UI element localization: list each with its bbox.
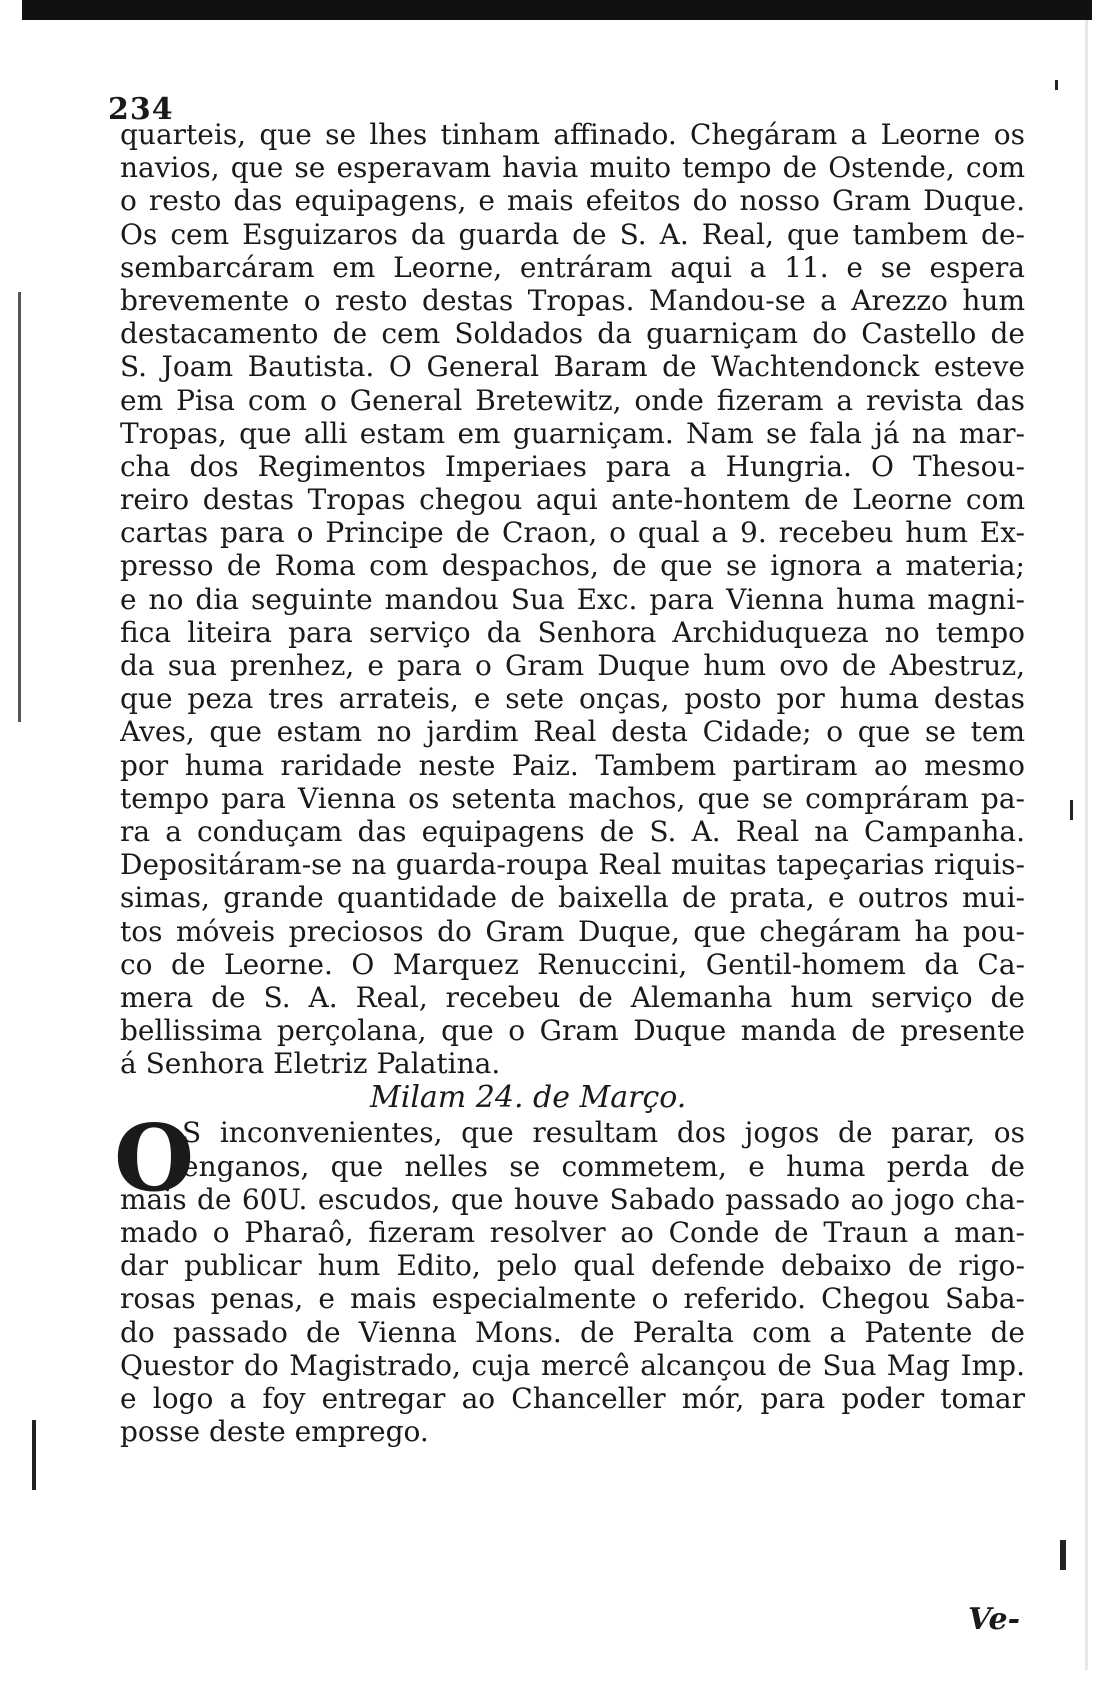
text-line: cartas para o Principe de Craon, o qual a 9. recebeu hum Ex- [120, 516, 1025, 550]
body-text [114, 118, 1025, 1449]
margin-mark [1070, 800, 1073, 820]
text-line: em Pisa com o General Bretewitz, onde fizeram a revista das [120, 383, 1025, 417]
text-line: enganos, que nelles se commetem, e huma perda de [182, 1149, 1025, 1183]
text-line: destacamento de cem Soldados da guarniçam do Castello de [120, 317, 1025, 351]
page-number: 234 [108, 92, 174, 127]
text-line: co de Leorne. O Marquez Renuccini, Gentil-homem da Ca- [120, 947, 1025, 981]
text-line: tempo para Vienna os setenta machos, que se compráram pa- [120, 781, 1025, 815]
page-edge [1085, 20, 1088, 1670]
florence-report [120, 118, 1025, 1080]
text-line: Depositáram-se na guarda-roupa Real muitas tapeçarias riquis- [120, 848, 1025, 882]
text-line: do passado de Vienna Mons. de Peralta com a Patente de [120, 1315, 1025, 1349]
text-line: por huma raridade neste Paiz. Tambem partiram ao mesmo [120, 748, 1025, 782]
text-line: mado o Pharaô, fizeram resolver ao Conde de Traun a man- [120, 1216, 1025, 1249]
text-line: Questor do Magistrado, cuja mercê alcançou de Sua Mag Imp. [120, 1348, 1025, 1382]
margin-mark [1055, 80, 1058, 90]
text-line: ra a conduçam das equipagens de S. A. Real na Campanha. [120, 814, 1025, 848]
text-line: bellissima perçolana, que o Gram Duque manda de presente [120, 1014, 1025, 1048]
text-line: reiro destas Tropas chegou aqui ante-hontem de Leorne com [120, 483, 1025, 517]
text-line: e no dia seguinte mandou Sua Exc. para Vienna huma magni- [120, 582, 1025, 616]
text-line: rosas penas, e mais especialmente o referido. Chegou Saba- [120, 1282, 1025, 1316]
text-line: que peza tres arrateis, e sete onças, posto por huma destas [120, 682, 1025, 716]
milan-report [114, 1104, 1025, 1449]
text-line: brevemente o resto destas Tropas. Mandou-se a Arezzo hum [120, 283, 1025, 317]
text-line: e logo a foy entregar ao Chanceller mór, para poder tomar [120, 1381, 1025, 1415]
text-line: da sua prenhez, e para o Gram Duque hum ovo de Abestruz, [120, 649, 1025, 682]
text-line: cha dos Regimentos Imperiaes para a Hungria. O Thesou- [120, 449, 1025, 483]
text-line: tos móveis preciosos do Gram Duque, que chegáram ha pou- [120, 914, 1025, 948]
margin-mark [32, 1420, 36, 1490]
text-line: o resto das equipagens, e mais efeitos do nosso Gram Duque. [120, 184, 1025, 218]
text-line: S. Joam Bautista. O General Baram de Wachtendonck esteve [120, 350, 1025, 384]
text-line: á Senhora Eletriz Palatina. [120, 1047, 501, 1081]
text-line: sembarcáram em Leorne, entráram aqui a 11. e se espera [120, 250, 1025, 284]
margin-mark [1060, 1540, 1066, 1570]
catchword: Ve- [968, 1602, 1021, 1637]
margin-mark [18, 292, 21, 722]
text-line: Aves, que estam no jardim Real desta Cidade; o que se tem [120, 715, 1025, 749]
text-line: mera de S. A. Real, recebeu de Alemanha hum serviço de [120, 980, 1025, 1014]
text-line: Os cem Esguizaros da guarda de S. A. Real, que tambem de- [120, 217, 1025, 251]
text-line: S inconvenientes, que resultam dos jogos de parar, os [182, 1116, 1025, 1150]
text-line: simas, grande quantidade de baixella de prata, e outros mui- [120, 881, 1025, 915]
drop-cap-initial: O [114, 1104, 195, 1213]
text-line: fica liteira para serviço da Senhora Archiduqueza no tempo [120, 615, 1025, 649]
text-line: quarteis, que se lhes tinham affinado. Chegáram a Leorne os [120, 118, 1025, 151]
text-line: posse deste emprego. [120, 1415, 429, 1449]
text-line: dar publicar hum Edito, pelo qual defende debaixo de rigo- [120, 1249, 1025, 1283]
top-border-rule [22, 0, 1092, 20]
text-line: Tropas, que alli estam em guarniçam. Nam se fala já na mar- [120, 416, 1025, 450]
text-line: navios, que se esperavam havia muito tempo de Ostende, com [120, 151, 1025, 185]
text-line: mais de 60U. escudos, que houve Sabado passado ao jogo cha- [120, 1182, 1025, 1216]
dateline-heading: Milam 24. de Março. [370, 1080, 687, 1116]
text-line: presso de Roma com despachos, de que se ignora a materia; [120, 549, 1025, 583]
